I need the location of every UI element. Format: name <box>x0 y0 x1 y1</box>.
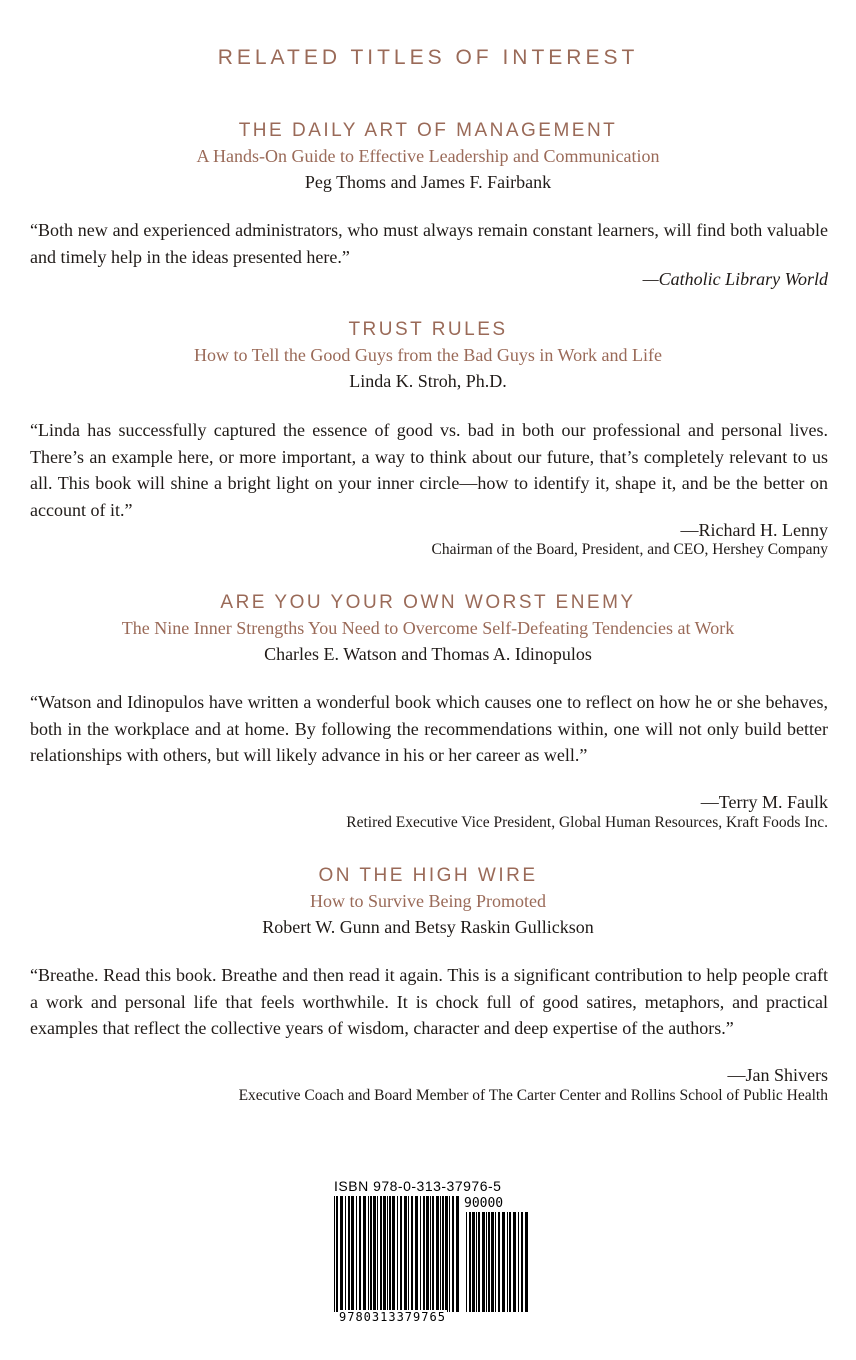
book-subtitle: How to Tell the Good Guys from the Bad Guys in Work and Life <box>193 345 663 365</box>
book-title: ON THE HIGH WIRE <box>318 865 538 886</box>
book-title: TRUST RULES <box>348 319 508 340</box>
quote-attribution <box>643 266 828 292</box>
book-subtitle: How to Survive Being Promoted <box>310 891 546 911</box>
book-authors: Charles E. Watson and Thomas A. Idinopulos <box>264 644 592 664</box>
quote-attribution: —Richard H. Lenny <box>680 520 828 540</box>
quote-attribution: —Terry M. Faulk <box>700 792 828 812</box>
book-entry-worst-enemy <box>0 591 856 667</box>
book-entry-daily-art <box>0 119 856 195</box>
barcode-number: 9780313379765 <box>339 1310 446 1324</box>
book-title: ARE YOU YOUR OWN WORST ENEMY <box>220 592 636 613</box>
book-title: THE DAILY ART OF MANAGEMENT <box>238 120 618 141</box>
book-entry-trust-rules <box>0 318 856 394</box>
book-subtitle: A Hands-On Guide to Effective Leadership and Communication <box>196 146 660 166</box>
isbn-label: ISBN 978-0-313-37976-5 <box>334 1178 502 1194</box>
book-quote: “Breathe. Read this book. Breathe and then read it again. This is a significant contribution to help people craft a work and personal life that feels worthwhile. It is chock full of good satires, metaphors, and practical examples that reflect the collective years of wisdom, character and deep expertise of the authors.” <box>30 965 828 1038</box>
barcode-icon <box>334 1196 530 1318</box>
book-quote: “Linda has successfully captured the essence of good vs. bad in both our professional and personal lives. There’s an example here, or more important, a way to think about our future, that’s completely relevant to us all. This book will shine a bright light on your inner circle—how to identify it, shape it, and be the better on account of it.” <box>30 420 828 520</box>
barcode-price-code: 90000 <box>464 1196 504 1211</box>
book-quote: “Both new and experienced administrators, who must always remain constant learners, will find both valuable and timely help in the ideas presented here.” <box>30 220 828 267</box>
attribution-position: Executive Coach and Board Member of The Carter Center and Rollins School of Public Health <box>238 1087 828 1104</box>
book-authors: Robert W. Gunn and Betsy Raskin Gullickson <box>262 917 594 937</box>
attribution-source: —Catholic Library World <box>642 269 828 289</box>
book-entry-high-wire <box>0 864 856 940</box>
attribution-position: Chairman of the Board, President, and CEO, Hershey Company <box>431 541 828 558</box>
attribution-position: Retired Executive Vice President, Global Human Resources, Kraft Foods Inc. <box>346 814 828 831</box>
book-authors: Peg Thoms and James F. Fairbank <box>304 172 552 192</box>
quote-attribution: —Jan Shivers <box>727 1065 828 1085</box>
book-quote: “Watson and Idinopulos have written a wonderful book which causes one to reflect on how he or she behaves, both in the workplace and at home. By following the recommendations within, one will not only build better relationships with others, but will likely advance in his or her career as well.” <box>30 692 828 765</box>
isbn-barcode-block <box>334 1178 530 1328</box>
book-authors: Linda K. Stroh, Ph.D. <box>349 371 507 391</box>
book-subtitle: The Nine Inner Strengths You Need to Overcome Self-Defeating Tendencies at Work <box>121 618 735 638</box>
page-heading: RELATED TITLES OF INTEREST <box>217 46 639 69</box>
